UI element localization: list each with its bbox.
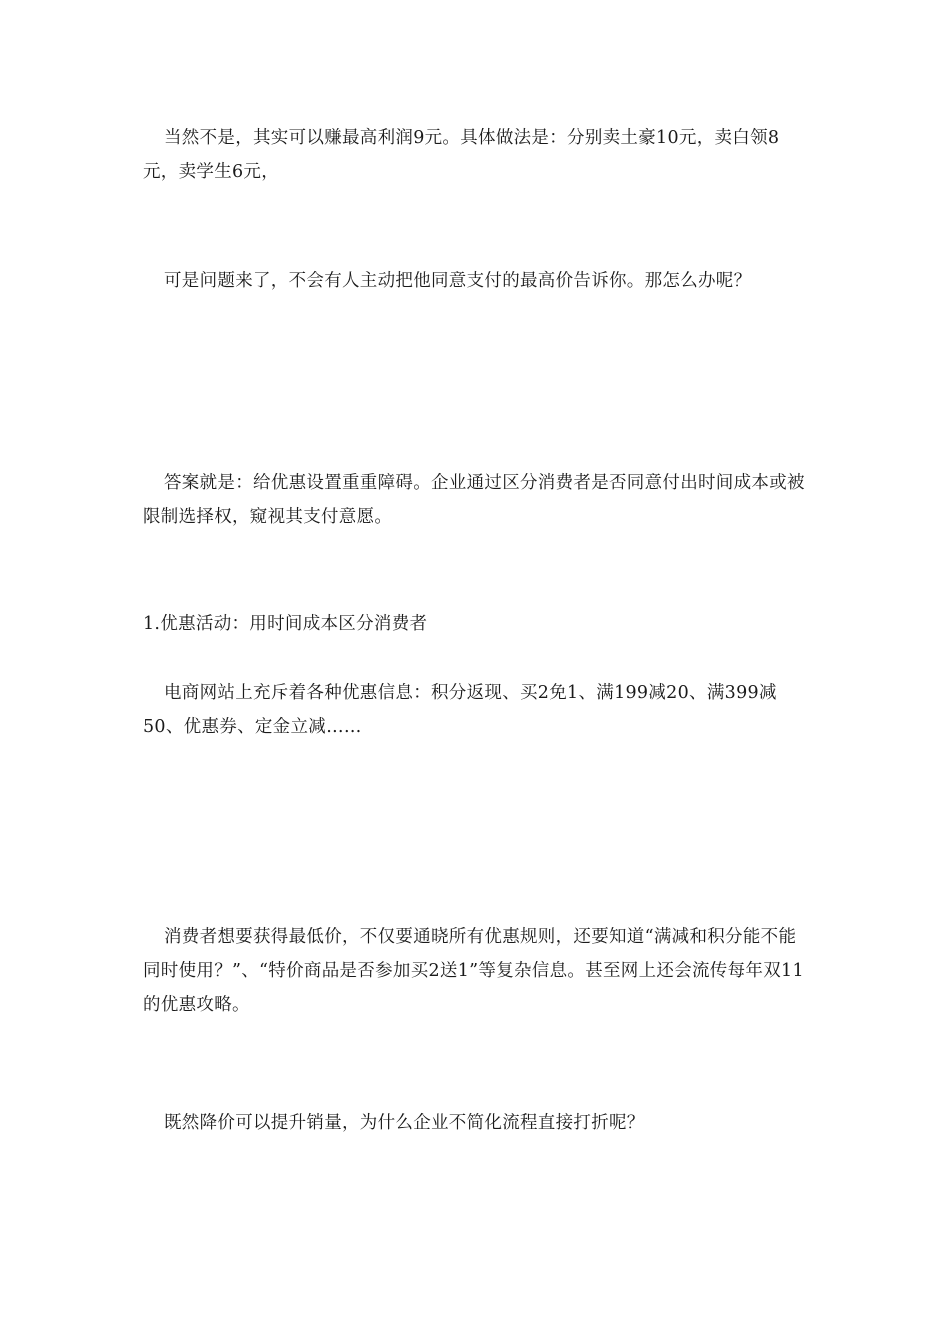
section-heading: 1.优惠活动：用时间成本区分消费者 bbox=[143, 614, 428, 634]
paragraph-problem: 可是问题来了，不会有人主动把他同意支付的最高价告诉你。那怎么办呢？ bbox=[164, 271, 752, 291]
paragraph-consumer-rules: 消费者想要获得最低价，不仅要通晓所有优惠规则，还要知道“满减和积分能不能同时使用？”、“特价商品是否参加买2送1”等复杂信息。甚至网上还会流传每年双11的优惠攻略。 bbox=[143, 927, 804, 1015]
paragraph-question: 既然降价可以提升销量，为什么企业不简化流程直接打折呢？ bbox=[164, 1113, 645, 1133]
paragraph-profit-example: 当然不是，其实可以赚最高利润9元。具体做法是：分别卖土豪10元，卖白领8元，卖学生6元， bbox=[143, 128, 780, 182]
paragraph-discounts: 电商网站上充斥着各种优惠信息：积分返现、买2免1、满199减20、满399减50、优惠券、定金立减…… bbox=[143, 683, 777, 737]
paragraph-answer: 答案就是：给优惠设置重重障碍。企业通过区分消费者是否同意付出时间成本或被限制选择权，窥视其支付意愿。 bbox=[143, 473, 805, 527]
